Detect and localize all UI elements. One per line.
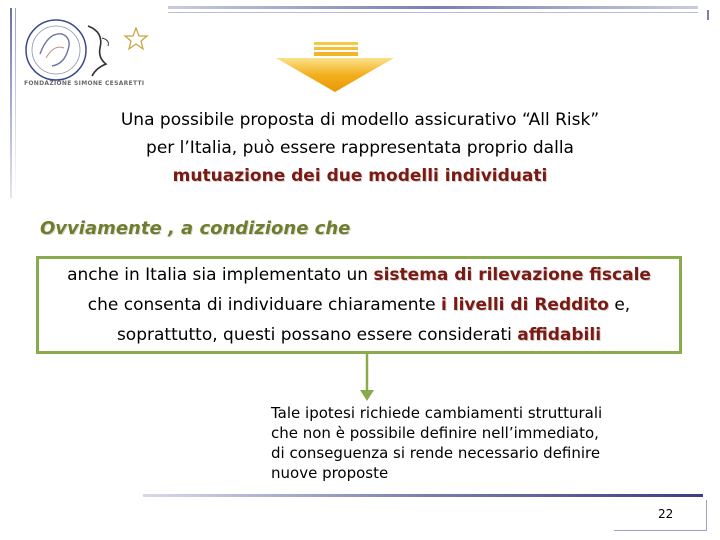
intro-line: per l’Italia, può essere rappresentata proprio dalla (146, 138, 574, 158)
right-decor-tick (707, 10, 709, 20)
intro-line: Una possibile proposta di modello assicurativo “All Risk” (120, 110, 600, 130)
note-paragraph (271, 403, 691, 483)
page-number: 22 (658, 507, 674, 521)
logo-caption: FONDAZIONE SIMONE CESARETTI (24, 80, 145, 87)
down-arrow-icon (276, 42, 394, 92)
box-text: e, (608, 295, 631, 315)
top-decor-line-thin (168, 12, 698, 13)
box-text: anche in Italia sia implementato un (67, 265, 374, 285)
box-emphasis: affidabili (517, 325, 602, 345)
connector-arrow-icon (352, 354, 382, 402)
box-text: soprattutto, questi possano essere considerati (116, 325, 518, 345)
note-line: Tale ipotesi richiede cambiamenti strutturali (271, 404, 603, 422)
bottom-decor-line (143, 494, 703, 497)
star-icon (125, 28, 147, 49)
intro-emphasis: mutuazione dei due modelli individuati (172, 166, 548, 186)
top-decor-line (168, 6, 698, 9)
intro-paragraph (60, 106, 660, 190)
condition-heading: Ovviamente , a condizione che (40, 218, 351, 239)
note-line: nuove proposte (271, 464, 389, 482)
note-line: che non è possibile definire nell’immediato, (271, 424, 599, 442)
box-emphasis: sistema di rilevazione fiscale (373, 265, 651, 285)
left-decor-line (10, 8, 12, 198)
box-line (38, 260, 680, 290)
box-emphasis: i livelli di Reddito (441, 295, 609, 315)
condition-box-text (38, 260, 680, 350)
box-line (38, 320, 680, 350)
box-text: che consenta di individuare chiaramente (87, 295, 442, 315)
note-line: di conseguenza si rende necessario definire (271, 444, 601, 462)
box-line (38, 290, 680, 320)
left-decor-line-thin (15, 8, 16, 198)
